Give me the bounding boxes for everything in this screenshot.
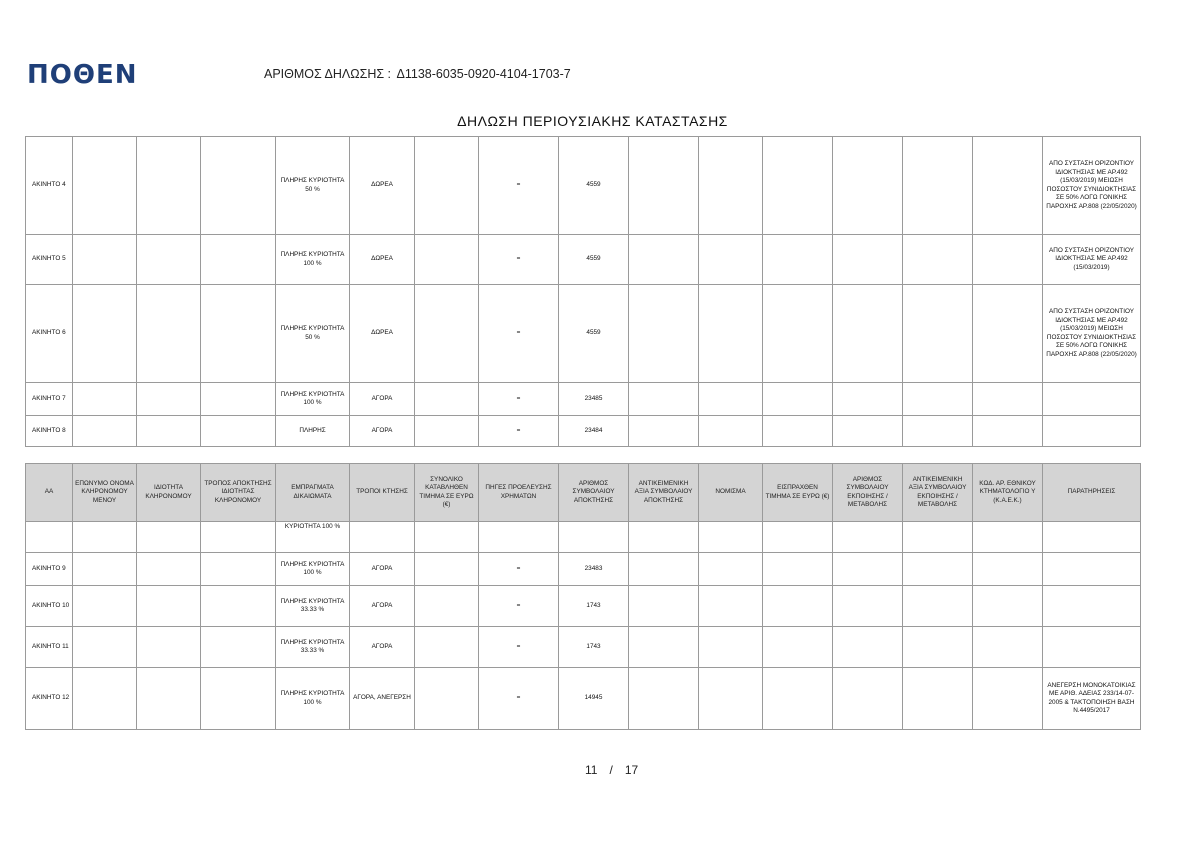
row-contract: 1743 xyxy=(559,627,629,668)
row-sources: = xyxy=(479,235,559,285)
row-aa: ΑΚΙΝΗΤΟ 7 xyxy=(26,383,73,416)
table-row xyxy=(26,627,1141,668)
table-row xyxy=(26,383,1141,416)
table-row xyxy=(26,235,1141,285)
row-sources: = xyxy=(479,586,559,627)
row-contract xyxy=(559,522,629,553)
assets-table xyxy=(25,463,1141,730)
row-acquisition: ΑΓΟΡΑ xyxy=(350,383,415,416)
header-acquisition-mode: ΤΡΟΠΟΣ ΑΠΟΚΤΗΣΗΣ ΙΔΙΟΤΗΤΑΣ ΚΛΗΡΟΝΟΜΟΥ xyxy=(201,464,276,522)
row-contract: 4559 xyxy=(559,235,629,285)
row-contract: 4559 xyxy=(559,137,629,235)
row-rights: ΠΛΗΡΗΣ ΚΥΡΙΟΤΗΤΑ 100 % xyxy=(276,668,350,730)
row-sources: = xyxy=(479,553,559,586)
header-contract: ΑΡΙΘΜΟΣ ΣΥΜΒΟΛΑΙΟΥ ΑΠΟΚΤΗΣΗΣ xyxy=(559,464,629,522)
row-acquisition: ΔΩΡΕΑ xyxy=(350,235,415,285)
header-currency: ΝΟΜΙΣΜΑ xyxy=(699,464,763,522)
row-notes xyxy=(1043,383,1141,416)
row-aa: ΑΚΙΝΗΤΟ 12 xyxy=(26,668,73,730)
row-acquisition: ΔΩΡΕΑ xyxy=(350,137,415,235)
row-notes: ΑΠΟ ΣΥΣΤΑΣΗ ΟΡΙΖΟΝΤΙΟΥ ΙΔΙΟΚΤΗΣΙΑΣ ΜΕ ΑΡ.492 (15/03/2019) xyxy=(1043,235,1141,285)
row-acquisition: ΑΓΟΡΑ xyxy=(350,553,415,586)
row-aa: ΑΚΙΝΗΤΟ 10 xyxy=(26,586,73,627)
row-acquisition: ΑΓΟΡΑ, ΑΝΕΓΕΡΣΗ xyxy=(350,668,415,730)
row-notes xyxy=(1043,416,1141,447)
table-row xyxy=(26,522,1141,553)
row-notes xyxy=(1043,586,1141,627)
header-contract-value: ΑΝΤΙΚΕΙΜΕΝΙΚΗ ΑΞΙΑ ΣΥΜΒΟΛΑΙΟΥ ΑΠΟΚΤΗΣΗΣ xyxy=(629,464,699,522)
row-notes: ΑΝΕΓΕΡΣΗ ΜΟΝΟΚΑΤΟΙΚΙΑΣ ΜΕ ΑΡΙΘ. ΑΔΕΙΑΣ 233/14-07-2005 & ΤΑΚΤΟΠΟΙΗΣΗ ΒΑΣΗ Ν.4495/2017 xyxy=(1043,668,1141,730)
row-aa xyxy=(26,522,73,553)
row-aa: ΑΚΙΝΗΤΟ 11 xyxy=(26,627,73,668)
header-collected: ΕΙΣΠΡΑΧΘΕΝ ΤΙΜΗΜΑ ΣΕ ΕΥΡΩ (€) xyxy=(763,464,833,522)
declaration-number-line xyxy=(262,67,571,81)
row-sources: = xyxy=(479,383,559,416)
row-contract: 23485 xyxy=(559,383,629,416)
page-indicator xyxy=(585,763,638,777)
header-total-paid: ΣΥΝΟΛΙΚΟ ΚΑΤΑΒΛΗΘΕΝ ΤΙΜΗΜΑ ΣΕ ΕΥΡΩ (€) xyxy=(415,464,479,522)
header-aa: ΑΑ xyxy=(26,464,73,522)
row-notes: ΑΠΟ ΣΥΣΤΑΣΗ ΟΡΙΖΟΝΤΙΟΥ ΙΔΙΟΚΤΗΣΙΑΣ ΜΕ ΑΡ.492 (15/03/2019) ΜΕΙΩΣΗ ΠΟΣΟΣΤΟΥ ΣΥΝΙΔΙΟΚΤΗΣΙΑΣ ΣΕ 50% ΛΟΓΩ ΓΟΝΙΚΗΣ ΠΑΡΟΧΗΣ ΑΡ.808 (22/05/2020) xyxy=(1043,285,1141,383)
header-sources: ΠΗΓΕΣ ΠΡΟΕΛΕΥΣΗΣ ΧΡΗΜΑΤΩΝ xyxy=(479,464,559,522)
header-heir-capacity: ΙΔΙΟΤΗΤΑ ΚΛΗΡΟΝΟΜΟΥ xyxy=(137,464,201,522)
row-contract: 23483 xyxy=(559,553,629,586)
row-acquisition: ΑΓΟΡΑ xyxy=(350,416,415,447)
row-sources: = xyxy=(479,285,559,383)
row-rights: ΠΛΗΡΗΣ ΚΥΡΙΟΤΗΤΑ 50 % xyxy=(276,137,350,235)
table-row xyxy=(26,586,1141,627)
page-separator: / xyxy=(609,763,613,777)
row-sources: = xyxy=(479,137,559,235)
document-title: ΔΗΛΩΣΗ ΠΕΡΙΟΥΣΙΑΚΗΣ ΚΑΤΑΣΤΑΣΗΣ xyxy=(457,113,728,129)
row-rights: ΠΛΗΡΗΣ ΚΥΡΙΟΤΗΤΑ 100 % xyxy=(276,235,350,285)
header-rights: ΕΜΠΡΑΓΜΑΤΑ ΔΙΚΑΙΩΜΑΤΑ xyxy=(276,464,350,522)
assets-table-continued xyxy=(25,136,1141,447)
row-sources: = xyxy=(479,416,559,447)
row-aa: ΑΚΙΝΗΤΟ 4 xyxy=(26,137,73,235)
page-total: 17 xyxy=(624,763,639,777)
row-notes xyxy=(1043,553,1141,586)
row-aa: ΑΚΙΝΗΤΟ 5 xyxy=(26,235,73,285)
table-row xyxy=(26,285,1141,383)
row-aa: ΑΚΙΝΗΤΟ 9 xyxy=(26,553,73,586)
pothen-logo: ΠΟΘΕΝ xyxy=(27,60,138,90)
row-sources xyxy=(479,522,559,553)
row-rights: ΚΥΡΙΟΤΗΤΑ 100 % xyxy=(276,522,350,553)
row-sources: = xyxy=(479,668,559,730)
row-rights: ΠΛΗΡΗΣ ΚΥΡΙΟΤΗΤΑ 100 % xyxy=(276,383,350,416)
row-aa: ΑΚΙΝΗΤΟ 8 xyxy=(26,416,73,447)
row-contract: 4559 xyxy=(559,285,629,383)
table-row xyxy=(26,416,1141,447)
row-acquisition: ΑΓΟΡΑ xyxy=(350,627,415,668)
row-acquisition: ΔΩΡΕΑ xyxy=(350,285,415,383)
declaration-label: ΑΡΙΘΜΟΣ ΔΗΛΩΣΗΣ : xyxy=(264,67,392,81)
row-sources: = xyxy=(479,627,559,668)
table-header-row xyxy=(26,464,1141,522)
row-contract: 23484 xyxy=(559,416,629,447)
header-disposal-value: ΑΝΤΙΚΕΙΜΕΝΙΚΗ ΑΞΙΑ ΣΥΜΒΟΛΑΙΟΥ ΕΚΠΟΙΗΣΗΣ / ΜΕΤΑΒΟΛΗΣ xyxy=(903,464,973,522)
row-acquisition: ΑΓΟΡΑ xyxy=(350,586,415,627)
row-rights: ΠΛΗΡΗΣ ΚΥΡΙΟΤΗΤΑ 100 % xyxy=(276,553,350,586)
header-heir-name: ΕΠΩΝΥΜΟ ΟΝΟΜΑ ΚΛΗΡΟΝΟΜΟΥ ΜΕΝΟΥ xyxy=(73,464,137,522)
row-contract: 14945 xyxy=(559,668,629,730)
row-notes xyxy=(1043,522,1141,553)
row-acquisition xyxy=(350,522,415,553)
row-rights: ΠΛΗΡΗΣ ΚΥΡΙΟΤΗΤΑ 33.33 % xyxy=(276,586,350,627)
page-current: 11 xyxy=(585,763,598,777)
declaration-number: Δ1138-6035-0920-4104-1703-7 xyxy=(396,67,571,81)
row-rights: ΠΛΗΡΗΣ xyxy=(276,416,350,447)
table-row xyxy=(26,553,1141,586)
row-rights: ΠΛΗΡΗΣ ΚΥΡΙΟΤΗΤΑ 33.33 % xyxy=(276,627,350,668)
row-aa: ΑΚΙΝΗΤΟ 6 xyxy=(26,285,73,383)
row-notes xyxy=(1043,627,1141,668)
table-row xyxy=(26,137,1141,235)
row-rights: ΠΛΗΡΗΣ ΚΥΡΙΟΤΗΤΑ 50 % xyxy=(276,285,350,383)
row-notes: ΑΠΟ ΣΥΣΤΑΣΗ ΟΡΙΖΟΝΤΙΟΥ ΙΔΙΟΚΤΗΣΙΑΣ ΜΕ ΑΡ.492 (15/03/2019) ΜΕΙΩΣΗ ΠΟΣΟΣΤΟΥ ΣΥΝΙΔΙΟΚΤΗΣΙΑΣ ΣΕ 50% ΛΟΓΩ ΓΟΝΙΚΗΣ ΠΑΡΟΧΗΣ ΑΡ.808 (22/05/2020) xyxy=(1043,137,1141,235)
header-acquisition: ΤΡΟΠΟΙ ΚΤΗΣΗΣ xyxy=(350,464,415,522)
header-notes: ΠΑΡΑΤΗΡΗΣΕΙΣ xyxy=(1043,464,1141,522)
header-disposal-contract: ΑΡΙΘΜΟΣ ΣΥΜΒΟΛΑΙΟΥ ΕΚΠΟΙΗΣΗΣ /ΜΕΤΑΒΟΛΗΣ xyxy=(833,464,903,522)
row-contract: 1743 xyxy=(559,586,629,627)
table-row xyxy=(26,668,1141,730)
header-kaek: ΚΩΔ. ΑΡ. ΕΘΝΙΚΟΥ ΚΤΗΜΑΤΟΛΟΓΙΟ Υ (Κ.Α.Ε.Κ.) xyxy=(973,464,1043,522)
